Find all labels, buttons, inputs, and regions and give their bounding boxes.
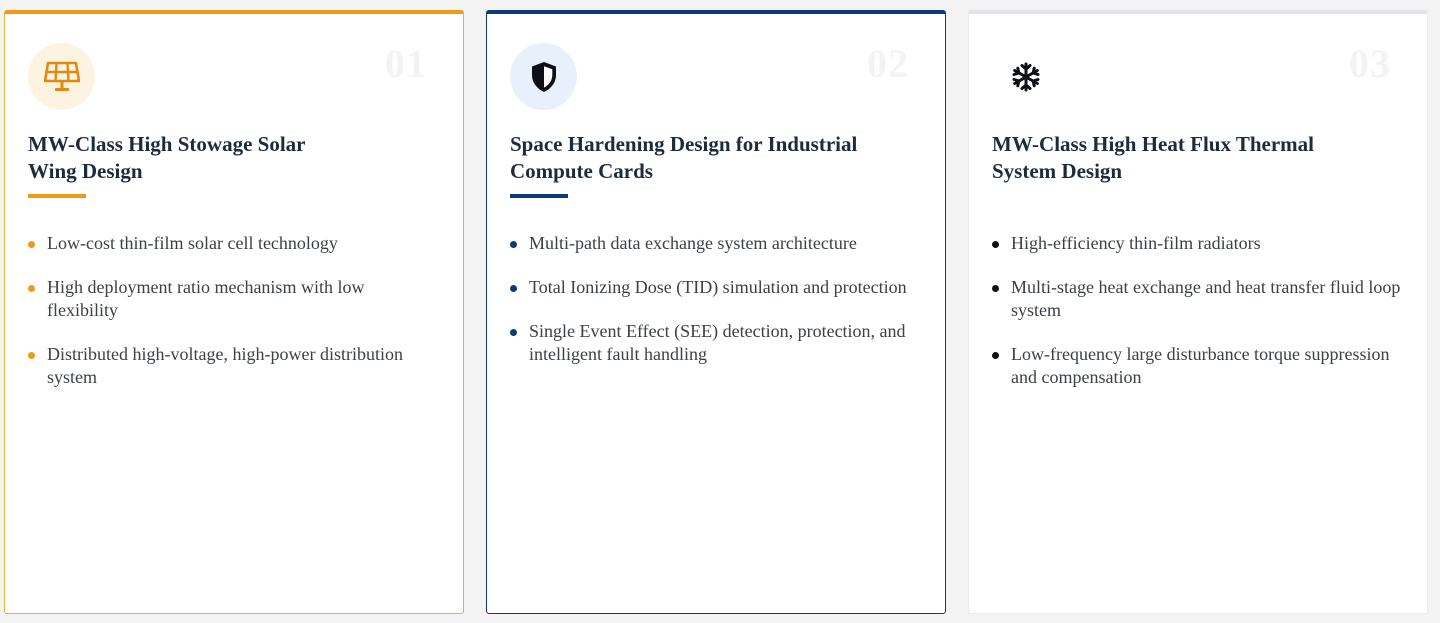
list-item: [510, 276, 920, 299]
card-number: 03: [1349, 41, 1391, 86]
bullet-dot-icon: [992, 285, 999, 292]
feature-card-space-hardening: [486, 10, 946, 614]
list-item: [510, 320, 920, 366]
bullet-dot-icon: [510, 241, 517, 248]
solar-panel-icon-badge: [28, 43, 95, 110]
solar-panel-icon: [44, 61, 80, 93]
bullet-dot-icon: [28, 241, 35, 248]
title-underline: [28, 194, 86, 198]
bullet-text: Multi-path data exchange system architecture: [529, 233, 857, 253]
snowflake-icon: [1011, 62, 1041, 92]
list-item: [28, 276, 438, 322]
list-item: [992, 343, 1402, 389]
bullet-text: Low-cost thin-film solar cell technology: [47, 233, 338, 253]
list-item: [992, 276, 1402, 322]
list-item: [510, 232, 920, 255]
snowflake-icon-badge: [992, 43, 1059, 110]
bullet-dot-icon: [510, 329, 517, 336]
card-number: 02: [867, 41, 909, 86]
bullet-list: [992, 232, 1402, 410]
list-item: [28, 232, 438, 255]
bullet-dot-icon: [992, 241, 999, 248]
list-item: [992, 232, 1402, 255]
bullet-text: Distributed high-voltage, high-power distribution system: [47, 344, 403, 387]
card-title: MW-Class High Heat Flux Thermal System Design: [992, 132, 1314, 183]
bullet-text: Single Event Effect (SEE) detection, protection, and intelligent fault handling: [529, 321, 906, 364]
bullet-list: [510, 232, 920, 387]
bullet-dot-icon: [510, 285, 517, 292]
feature-card-solar-wing: [4, 10, 464, 614]
bullet-text: Total Ionizing Dose (TID) simulation and protection: [529, 277, 907, 297]
card-number: 01: [385, 41, 427, 86]
shield-icon-badge: [510, 43, 577, 110]
bullet-text: High deployment ratio mechanism with low flexibility: [47, 277, 365, 320]
bullet-dot-icon: [28, 285, 35, 292]
card-title: MW-Class High Stowage Solar Wing Design: [28, 132, 306, 183]
feature-card-thermal-system: [968, 10, 1428, 614]
bullet-text: Low-frequency large disturbance torque suppression and compensation: [1011, 344, 1390, 387]
bullet-list: [28, 232, 438, 410]
bullet-dot-icon: [28, 352, 35, 359]
card-title: Space Hardening Design for Industrial Compute Cards: [510, 132, 858, 183]
bullet-text: Multi-stage heat exchange and heat transfer fluid loop system: [1011, 277, 1401, 320]
bullet-dot-icon: [992, 352, 999, 359]
list-item: [28, 343, 438, 389]
shield-icon: [530, 61, 558, 93]
title-underline: [510, 194, 568, 198]
bullet-text: High-efficiency thin-film radiators: [1011, 233, 1261, 253]
